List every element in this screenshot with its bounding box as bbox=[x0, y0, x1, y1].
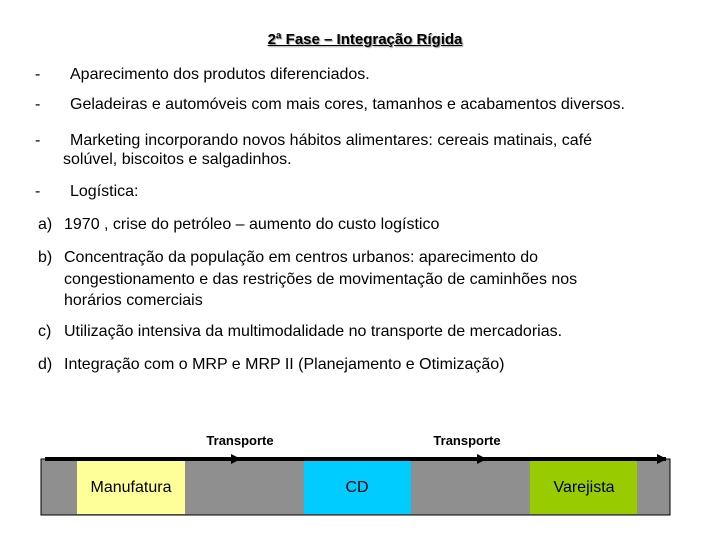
bullet-text: Aparecimento dos produtos diferenciados. bbox=[70, 66, 370, 83]
list-marker: a) bbox=[38, 216, 53, 233]
list-marker: c) bbox=[38, 323, 52, 340]
node-cd-label: CD bbox=[345, 479, 369, 496]
list-text: Integração com o MRP e MRP II (Planejamento e Otimização) bbox=[64, 356, 505, 373]
bullet-dash: - bbox=[35, 96, 41, 113]
bullet-dash: - bbox=[35, 132, 41, 149]
list-marker: b) bbox=[38, 249, 53, 266]
transport-label-2: Transporte bbox=[433, 433, 501, 448]
list-text: Concentração da população em centros urbanos: aparecimento do bbox=[64, 249, 539, 266]
list-text-continued: congestionamento e das restrições de movimentação de caminhões nos bbox=[64, 271, 578, 288]
node-varejista-label: Varejista bbox=[553, 479, 615, 496]
list-marker: d) bbox=[38, 356, 53, 373]
list-text: Utilização intensiva da multimodalidade no transporte de mercadorias. bbox=[64, 323, 563, 340]
list-text: 1970 , crise do petróleo – aumento do custo logístico bbox=[64, 216, 440, 233]
bullet-dash: - bbox=[35, 66, 41, 83]
transport-label-1: Transporte bbox=[206, 433, 274, 448]
bullet-text-continued: solúvel, biscoitos e salgadinhos. bbox=[63, 151, 292, 168]
list-text-continued: horários comerciais bbox=[64, 292, 203, 309]
bullet-text: Geladeiras e automóveis com mais cores, tamanhos e acabamentos diversos. bbox=[70, 96, 625, 113]
node-manufatura-label: Manufatura bbox=[90, 479, 172, 496]
bullet-dash: - bbox=[35, 183, 41, 200]
slide-title: 2ª Fase – Integração Rígida bbox=[267, 31, 463, 48]
bullet-text: Marketing incorporando novos hábitos alimentares: cereais matinais, café bbox=[70, 132, 593, 149]
bullet-text: Logística: bbox=[70, 183, 139, 200]
